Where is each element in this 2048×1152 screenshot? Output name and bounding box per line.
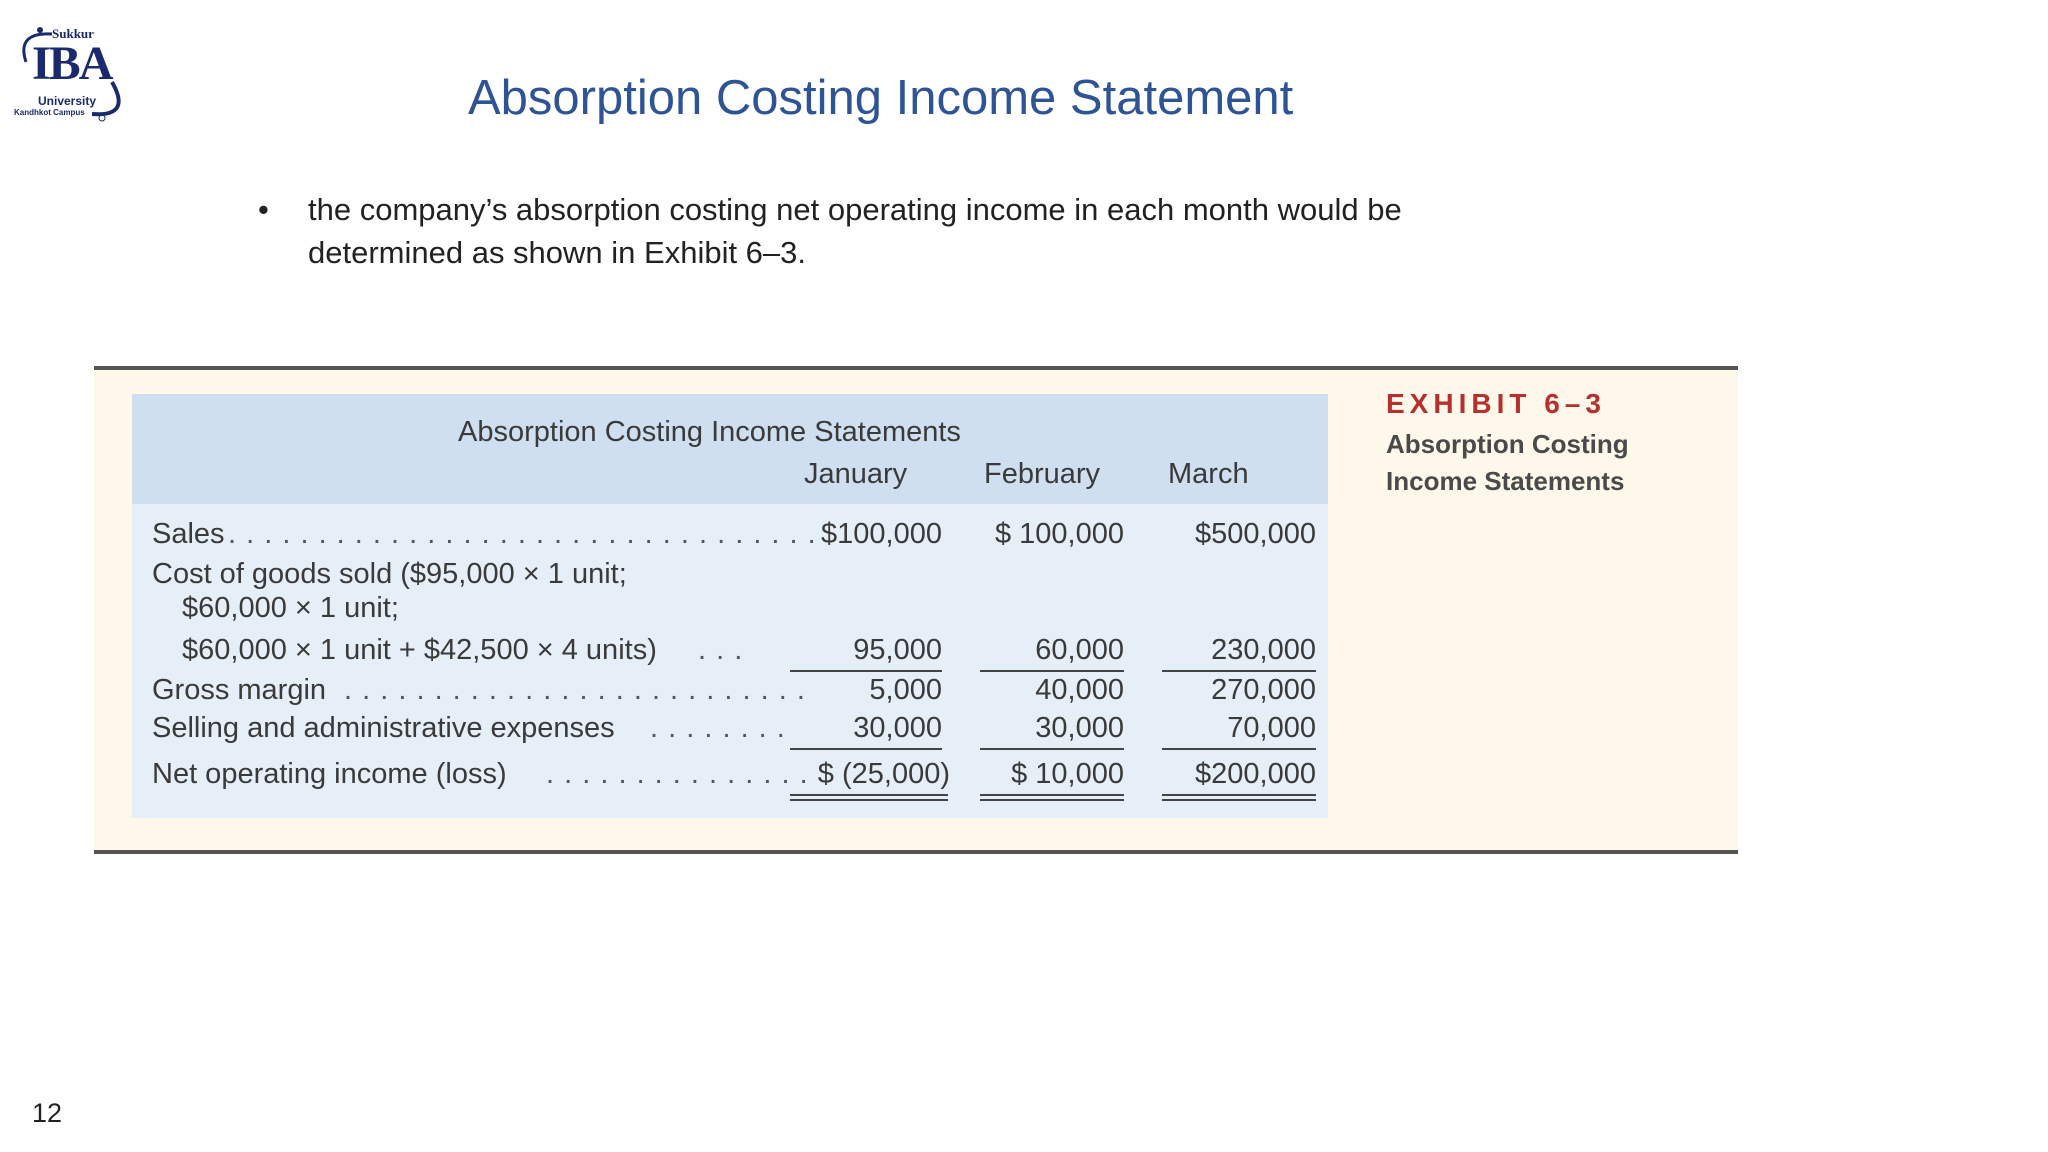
row-label-sales: Sales: [152, 518, 225, 550]
logo-university-text: University: [38, 94, 97, 108]
row-label-gross-margin: Gross margin: [152, 674, 327, 706]
double-underline: [980, 799, 1124, 801]
sales-march: $500,000: [1195, 518, 1316, 550]
column-january: January: [804, 458, 908, 490]
selling-january: 30,000: [853, 712, 942, 744]
row-label-net-operating-income: Net operating income (loss): [152, 758, 507, 790]
income-statement-panel: [132, 394, 1328, 818]
underline: [790, 670, 942, 672]
double-underline: [790, 794, 948, 796]
underline: [980, 748, 1124, 750]
double-underline: [1162, 794, 1316, 796]
underline: [980, 670, 1124, 672]
double-underline: [980, 794, 1124, 796]
cogs-march: 230,000: [1211, 634, 1316, 666]
selling-february: 30,000: [1035, 712, 1124, 744]
selling-march: 70,000: [1227, 712, 1316, 744]
logo-iba-text: IBA: [32, 37, 112, 90]
net-january: $ (25,000): [817, 758, 950, 790]
sales-february: $ 100,000: [994, 518, 1124, 550]
logo-sukkur-text: Sukkur: [52, 26, 94, 41]
bullet-dot-icon: •: [258, 192, 269, 227]
row-label-cogs-2: $60,000 × 1 unit;: [182, 592, 399, 624]
leader-dots: . . . . . . . . . . . . . . . . . . . . . . . . . .: [344, 674, 806, 706]
underline: [1162, 748, 1316, 750]
sales-january: $100,000: [821, 518, 942, 550]
exhibit-image: [94, 366, 1738, 854]
row-label-cogs-3: $60,000 × 1 unit + $42,500 × 4 units): [182, 634, 657, 666]
double-underline: [790, 799, 948, 801]
leader-dots: . . . . . . . . . . . . . . . . . . . . . . . . . . . . . . . . .: [228, 518, 817, 550]
exhibit-label: EXHIBIT 6–3: [1386, 388, 1606, 419]
table-title: Absorption Costing Income Statements: [458, 416, 961, 448]
gross-february: 40,000: [1035, 674, 1124, 706]
net-february: $ 10,000: [1011, 758, 1124, 790]
gross-march: 270,000: [1211, 674, 1316, 706]
net-march: $200,000: [1195, 758, 1316, 790]
cogs-february: 60,000: [1035, 634, 1124, 666]
double-underline: [1162, 799, 1316, 801]
logo-campus-text: Kandhkot Campus: [14, 108, 85, 117]
iba-logo: [12, 22, 132, 122]
underline: [1162, 670, 1316, 672]
row-label-cogs-1: Cost of goods sold ($95,000 × 1 unit;: [152, 558, 627, 590]
leader-dots: . . . . . . . . . . . . . . .: [546, 758, 809, 790]
gross-january: 5,000: [869, 674, 942, 706]
row-label-selling-admin: Selling and administrative expenses: [152, 712, 615, 744]
underline: [790, 748, 942, 750]
leader-dots: . . . . . . . .: [650, 712, 786, 744]
column-february: February: [984, 458, 1101, 490]
income-statement-header: [132, 394, 1328, 504]
exhibit-subtitle: Absorption Costing Income Statements: [1386, 429, 1629, 496]
page-number: 12: [32, 1098, 63, 1128]
cogs-january: 95,000: [853, 634, 942, 666]
bullet-text: the company’s absorption costing net operating income in each month would be determined as shown in Exhibit 6–3.: [308, 192, 1402, 270]
column-march: March: [1168, 458, 1249, 490]
leader-dots: . . .: [698, 634, 744, 666]
slide-title: Absorption Costing Income Statement: [468, 71, 1294, 125]
